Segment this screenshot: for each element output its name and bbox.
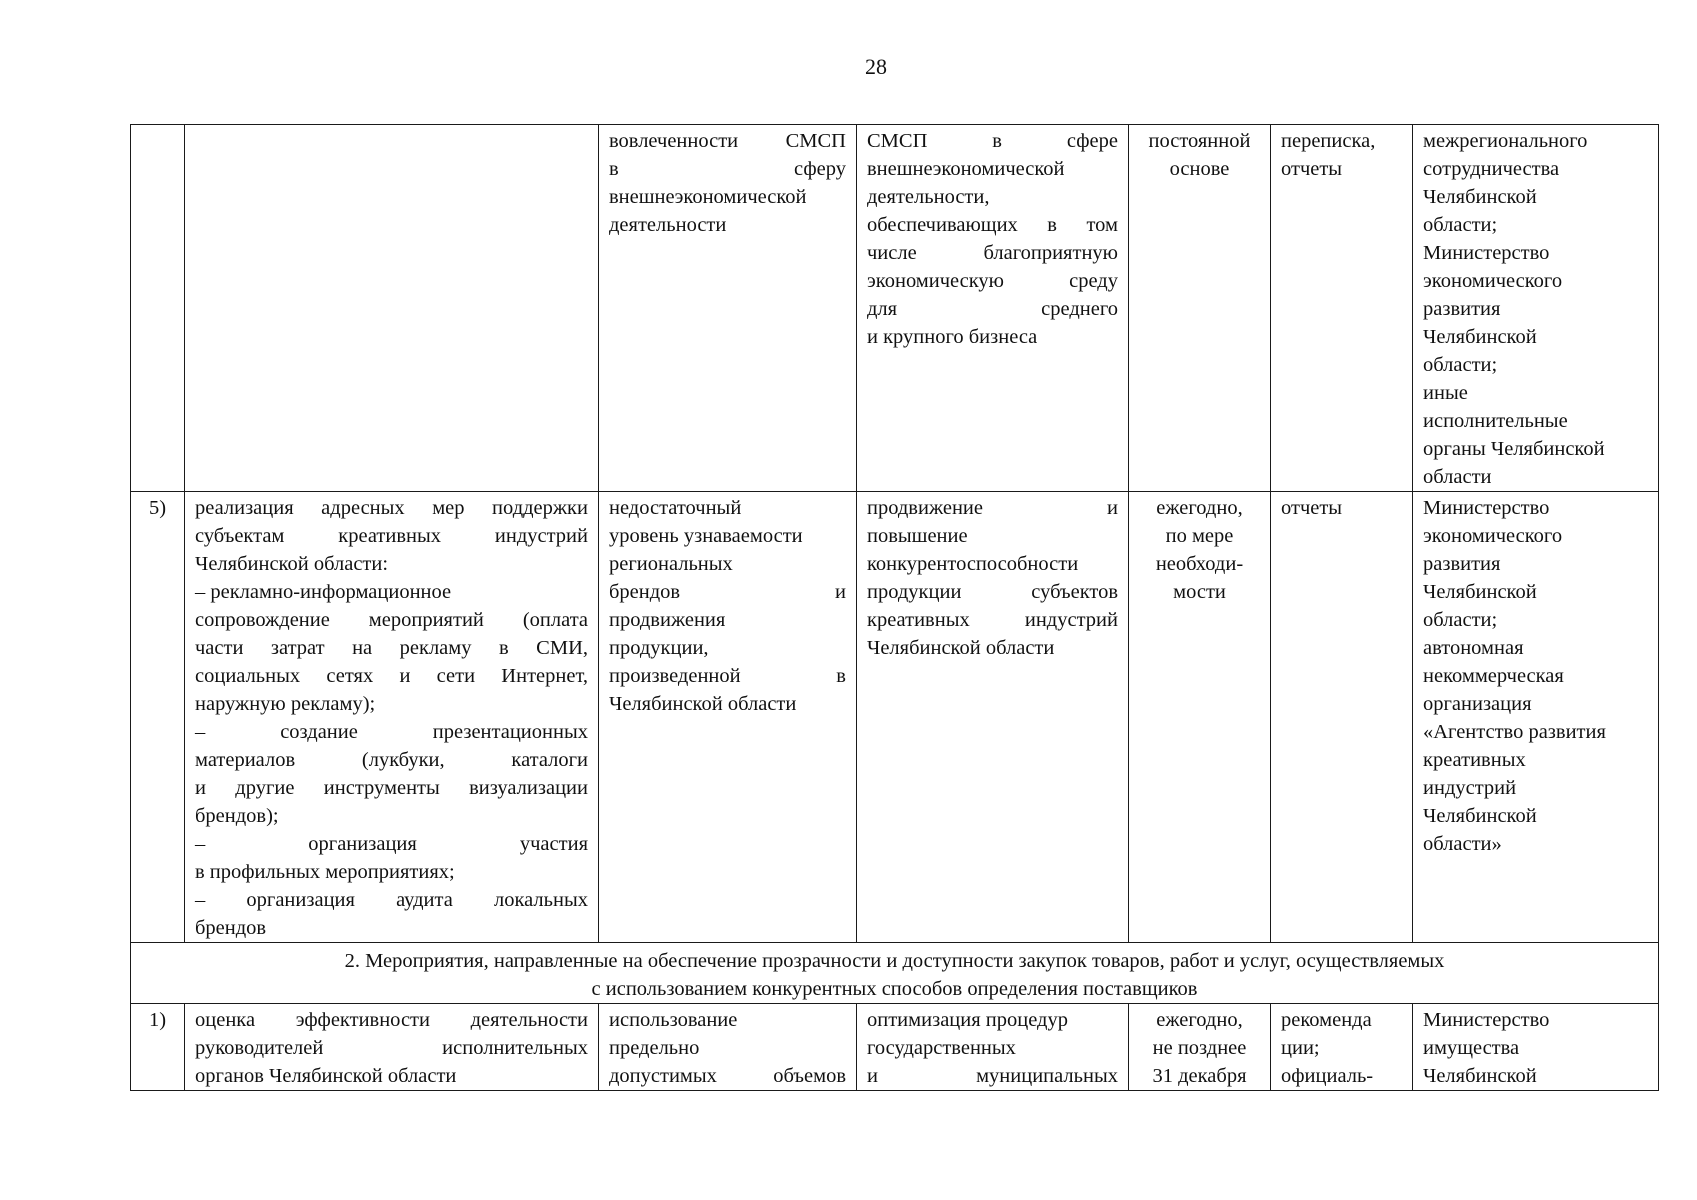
cell-line: – рекламно-информационное [195, 581, 452, 603]
cell-line: не позднее [1152, 1037, 1247, 1059]
cell-line: – организация аудита локальных [195, 889, 588, 911]
cell-line: допустимых объемов [609, 1065, 846, 1087]
cell-line: области [1423, 466, 1492, 488]
result-cell [857, 1004, 1129, 1091]
cell-line: креативных [1423, 749, 1526, 771]
cell-line: конкурентоспособности [867, 553, 1079, 575]
cell-line: экономического [1423, 525, 1563, 547]
cell-line: вовлеченности СМСП [609, 130, 846, 152]
cell-line: органы Челябинской [1423, 438, 1605, 460]
cell-line: деятельности, [867, 186, 990, 208]
cell-line: области; [1423, 609, 1498, 631]
cell-line: продвижения [609, 609, 726, 631]
section-heading-line: с использованием конкурентных способов определения поставщиков [591, 978, 1198, 1000]
cell-line: Челябинской области: [195, 553, 389, 575]
cell-line: руководителей исполнительных [195, 1037, 588, 1059]
cell-line: повышение [867, 525, 968, 547]
cell-line: ежегодно, [1156, 497, 1243, 519]
cell-line: автономная [1423, 637, 1524, 659]
measure-cell [185, 492, 599, 943]
cell-line: брендов и [609, 581, 846, 603]
form-cell [1271, 492, 1413, 943]
problem-cell [599, 492, 857, 943]
measures-table [130, 124, 1659, 1091]
cell-line: Министерство [1423, 1009, 1550, 1031]
cell-line: Челябинской [1423, 186, 1537, 208]
executor-cell [1413, 125, 1659, 492]
cell-line: – создание презентационных [195, 721, 588, 743]
cell-line: отчеты [1281, 497, 1343, 519]
cell-line: Челябинской [1423, 326, 1537, 348]
cell-line: экономическую среду [867, 270, 1118, 292]
cell-line: Министерство [1423, 497, 1550, 519]
cell-line: некоммерческая [1423, 665, 1564, 687]
executor-cell [1413, 492, 1659, 943]
row-number-cell [131, 125, 185, 492]
problem-cell [599, 125, 857, 492]
cell-line: ции; [1281, 1037, 1320, 1059]
cell-line: креативных индустрий [867, 609, 1118, 631]
cell-line: области; [1423, 214, 1498, 236]
cell-line: сотрудничества [1423, 158, 1560, 180]
cell-line: межрегионального [1423, 130, 1588, 152]
measure-cell [185, 1004, 599, 1091]
table-row [131, 125, 1659, 492]
term-cell [1129, 492, 1271, 943]
table-row [131, 1004, 1659, 1091]
cell-line: 31 декабря [1152, 1065, 1247, 1087]
cell-line: части затрат на рекламу в СМИ, [195, 637, 588, 659]
cell-line: в сферу [609, 158, 846, 180]
cell-line: использование [609, 1009, 738, 1031]
cell-line: региональных [609, 553, 733, 575]
cell-line: оценка эффективности деятельности [195, 1009, 588, 1031]
cell-line: наружную рекламу); [195, 693, 376, 715]
cell-line: внешнеэкономической [609, 186, 807, 208]
page-number: 28 [865, 54, 887, 79]
cell-line: Челябинской области [867, 637, 1055, 659]
cell-line: официаль- [1281, 1065, 1374, 1087]
cell-line: Челябинской [1423, 1065, 1537, 1087]
executor-cell [1413, 1004, 1659, 1091]
term-cell [1129, 125, 1271, 492]
cell-line: органов Челябинской области [195, 1065, 457, 1087]
row-number-cell: 5) [131, 492, 185, 943]
cell-line: организация [1423, 693, 1532, 715]
cell-line: предельно [609, 1037, 700, 1059]
section-header-row [131, 943, 1659, 1004]
cell-line: реализация адресных мер поддержки [195, 497, 588, 519]
cell-line: иные [1423, 382, 1468, 404]
cell-line: области» [1423, 833, 1502, 855]
cell-line: основе [1169, 158, 1230, 180]
cell-line: брендов); [195, 805, 279, 827]
cell-line: недостаточный [609, 497, 742, 519]
cell-line: постоянной [1148, 130, 1251, 152]
section-heading-line: 2. Мероприятия, направленные на обеспечение прозрачности и доступности закупок товаров, работ и услуг, осуществляемых [344, 950, 1445, 972]
cell-line: продукции субъектов [867, 581, 1118, 603]
cell-line: продвижение и [867, 497, 1118, 519]
cell-line: материалов (лукбуки, каталоги [195, 749, 588, 771]
cell-line: государственных [867, 1037, 1016, 1059]
cell-line: развития [1423, 553, 1501, 575]
result-cell [857, 492, 1129, 943]
cell-line: области; [1423, 354, 1498, 376]
cell-line: – организация участия [195, 833, 588, 855]
cell-line: СМСП в сфере [867, 130, 1118, 152]
cell-line: исполнительные [1423, 410, 1568, 432]
table-row [131, 492, 1659, 943]
cell-line: имущества [1423, 1037, 1520, 1059]
cell-line: ежегодно, [1156, 1009, 1243, 1031]
cell-line: оптимизация процедур [867, 1009, 1068, 1031]
cell-line: по мере [1165, 525, 1234, 547]
cell-line: Министерство [1423, 242, 1550, 264]
form-cell [1271, 1004, 1413, 1091]
cell-line: внешнеэкономической [867, 158, 1065, 180]
cell-line: экономического [1423, 270, 1563, 292]
cell-line: и крупного бизнеса [867, 326, 1038, 348]
cell-line: переписка, [1281, 130, 1376, 152]
cell-line: развития [1423, 298, 1501, 320]
cell-line: Челябинской [1423, 581, 1537, 603]
cell-line: сопровождение мероприятий (оплата [195, 609, 588, 631]
cell-line: рекоменда [1281, 1009, 1372, 1031]
section-heading [131, 943, 1659, 1004]
row-number-cell: 1) [131, 1004, 185, 1091]
cell-line: мости [1173, 581, 1226, 603]
cell-line: и муниципальных [867, 1065, 1118, 1087]
measure-cell [185, 125, 599, 492]
cell-line: субъектам креативных индустрий [195, 525, 588, 547]
cell-line: в профильных мероприятиях; [195, 861, 455, 883]
cell-line: брендов [195, 917, 267, 939]
cell-line: обеспечивающих в том [867, 214, 1118, 236]
cell-line: индустрий [1423, 777, 1517, 799]
term-cell [1129, 1004, 1271, 1091]
cell-line: для среднего [867, 298, 1118, 320]
cell-line: уровень узнаваемости [609, 525, 803, 547]
cell-line: продукции, [609, 637, 709, 659]
result-cell [857, 125, 1129, 492]
cell-line: необходи- [1155, 553, 1244, 575]
cell-line: «Агентство развития [1423, 721, 1606, 743]
problem-cell [599, 1004, 857, 1091]
cell-line: деятельности [609, 214, 727, 236]
cell-line: произведенной в [609, 665, 846, 687]
form-cell [1271, 125, 1413, 492]
cell-line: социальных сетях и сети Интернет, [195, 665, 588, 687]
cell-line: числе благоприятную [867, 242, 1118, 264]
cell-line: Челябинской [1423, 805, 1537, 827]
cell-line: и другие инструменты визуализации [195, 777, 588, 799]
cell-line: отчеты [1281, 158, 1343, 180]
cell-line: Челябинской области [609, 693, 797, 715]
